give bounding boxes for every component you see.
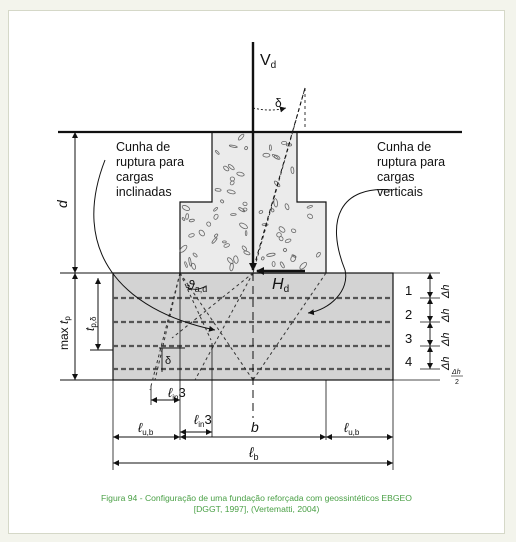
layer-number-3: 3 <box>405 331 413 346</box>
delta-h-label-2: Δh <box>440 308 452 322</box>
lub-label-right: ℓ$_{u,b}$ <box>344 420 360 437</box>
delta-h-label-3: Δh <box>440 332 452 346</box>
b-label: b <box>251 419 259 435</box>
horizontal-load-label: Hd <box>272 276 290 295</box>
wedge-vertical-label: Cunha de ruptura para cargas verticais <box>377 140 446 199</box>
theta-label: ϑa,d <box>187 277 208 294</box>
layer-number-4: 4 <box>405 354 413 369</box>
layer-number-1: 1 <box>405 283 413 298</box>
vertical-load-label: Vd <box>260 52 277 71</box>
wedge-inclined-label: Cunha de ruptura para cargas inclinadas <box>116 140 185 199</box>
load-angle-label: δ <box>275 96 282 110</box>
caption-line-1: Figura 94 - Configuração de uma fundação reforçada com geossintéticos EBGEO <box>101 493 412 503</box>
figure-caption <box>8 493 505 515</box>
depth-label: d <box>54 200 70 208</box>
caption-line-2: [DGGT, 1997], (Vertematti, 2004) <box>193 504 320 514</box>
half-delta-h-num: Δh <box>452 369 461 376</box>
max-tp-label: max tp <box>57 316 72 350</box>
tp-delta-label: tp,δ <box>83 316 98 331</box>
delta-h-label-1: Δh <box>440 284 452 298</box>
lb-label: ℓ$_b$ <box>249 444 259 462</box>
half-delta-h-den: 2 <box>455 379 459 386</box>
lin3-label-left: ℓ$_{in}$3 <box>168 385 186 402</box>
lin3-label-right: ℓ$_{in}$3 <box>194 412 212 429</box>
delta-h-label-4: Δh <box>440 356 452 370</box>
lub-label-left: ℓ$_{u,b}$ <box>138 420 154 437</box>
small-delta-label: δ <box>165 355 172 367</box>
layer-number-2: 2 <box>405 307 413 322</box>
